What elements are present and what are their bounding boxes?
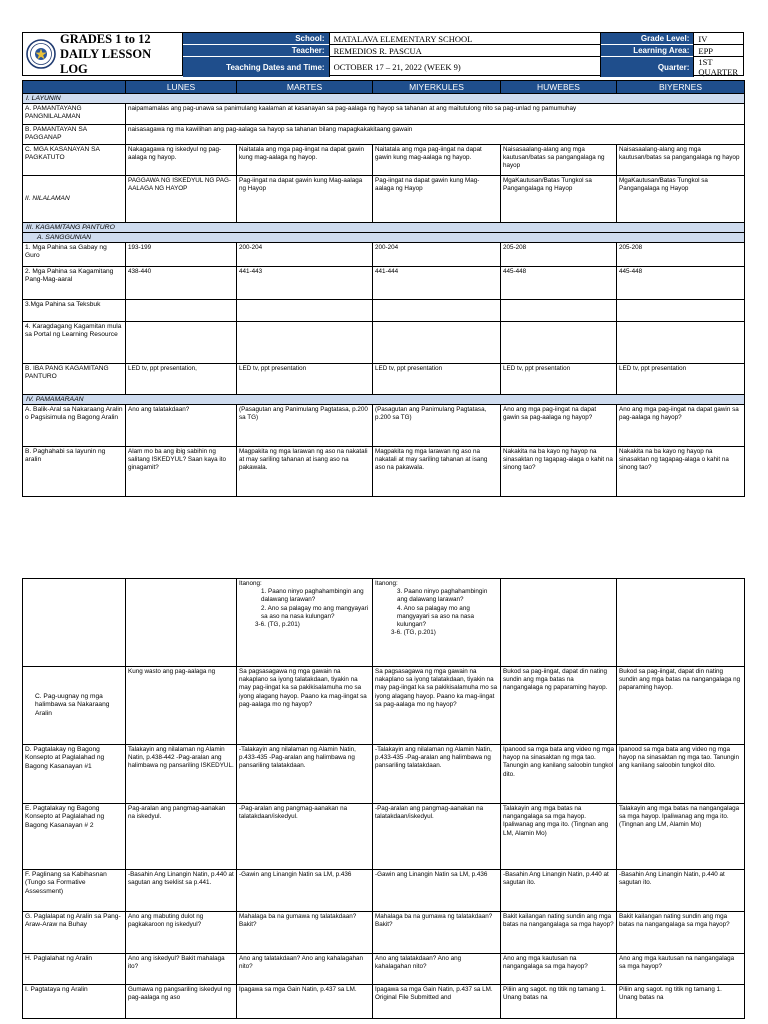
section-layunin: I. LAYUNIN — [23, 94, 745, 104]
table-cell: 441-443 — [237, 267, 373, 300]
header-title-block — [23, 33, 183, 75]
log-title-line2: DAILY LESSON LOG — [60, 46, 152, 76]
question-item: 1. Paano ninyo paghahambingin ang dalawang larawan? — [261, 588, 364, 604]
table-cell: Magpakita ng mga larawan ng aso na nakatali at may sariling tahanan at isang aso na pakawala. — [373, 447, 501, 497]
dates-label: Teaching Dates and Time: — [183, 57, 329, 77]
table-cell — [237, 300, 373, 322]
table-cell: Pag-iingat na dapat gawin kung Mag-aalaga ng Hayop — [237, 176, 373, 223]
table-cell — [617, 300, 745, 322]
table-cell: 445-448 — [501, 267, 617, 300]
table-row — [23, 870, 745, 912]
table-cell — [501, 300, 617, 322]
table-row — [23, 667, 745, 745]
day-header-lunes: LUNES — [126, 81, 237, 94]
lesson-log-header — [22, 32, 744, 76]
table-cell: Ipagawa sa mga Gain Natin, p.437 sa LM. Original File Submitted and — [373, 985, 501, 1019]
row-label: 1. Mga Pahina sa Gabay ng Guro — [23, 243, 126, 267]
log-title-line1: GRADES 1 to 12 — [60, 31, 151, 46]
section-pamamaraan: IV. PAMAMARAAN — [23, 395, 745, 405]
table-cell: Sa pagsasagawa ng mga gawain na nakaplano sa iyong talatakdaan, tiyakin na may pag-iingat ka sa pakikisalamuha mo sa iyong alagang hayop. Paano ka mag-iingat sa pag-aalaga mo ng hayop? — [237, 667, 373, 745]
table-cell: Gumawa ng pangsariling iskedyul ng pag-aalaga ng aso — [126, 985, 237, 1019]
table-cell: Nakakita na ba kayo ng hayop na sinasaktan ng tagapag-alaga o kahit na sinong tao? — [501, 447, 617, 497]
header-class-info — [601, 33, 743, 75]
table-row — [23, 405, 745, 447]
table-cell: LED tv, ppt presentation — [501, 364, 617, 395]
area-label: Learning Area: — [601, 45, 693, 57]
question-item: 2. Ano sa palagay mo ang mangyayari sa aso na nasa kulungan? — [261, 604, 369, 620]
pamantayang-pangnilalaman-text: naipamamalas ang pag-unawa sa panimulang kaalaman at kasanayan sa pag-aalaga ng hayop sa tahanan at ang maitutulong nito sa pag-unlad ng pamumuhay — [126, 104, 745, 125]
table-cell: Bakit kailangan nating sundin ang mga batas na nangangalaga sa mga hayop? — [617, 912, 745, 954]
tg-reference: 3-6. (TG, p.201) — [391, 629, 436, 637]
table-cell: Nakakita na ba kayo ng hayop na sinasaktan ng tagapag-alaga o kahit na sinong tao? — [617, 447, 745, 497]
day-header-martes: MARTES — [237, 81, 373, 94]
table-cell: -Talakayin ang nilalaman ng Alamin Natin, p.433-435 -Pag-aralan ang halimbawa ng pansariling talatakdaan. — [373, 745, 501, 804]
table-cell: Ano ang talatakdaan? Ano ang kahalagahan nito? — [373, 954, 501, 985]
table-row — [23, 985, 745, 1019]
table-cell: Ano ang mga kautusan na nangangalaga sa mga hayop? — [501, 954, 617, 985]
table-cell: Talakayin ang nilalaman ng Alamin Natin, p.438-442 -Pag-aralan ang halimbawa ng pansariling ISKEDYUL. — [126, 745, 237, 804]
table-cell: Bukod sa pag-iingat, dapat din nating sundin ang mga batas na nangangalaga ng paparaming hayop. — [617, 667, 745, 745]
table-cell: Naisasaalang-alang ang mga kautusan/batas sa pangangalaga ng hayop — [501, 145, 617, 176]
table-row — [23, 954, 745, 985]
table-cell: Ipanood sa mga bata ang video ng mga hayop na sinasaktan ng mga tao. Tanungin ang kanilang saloobin tungkol dito. — [501, 745, 617, 804]
grade-label: Grade Level: — [601, 33, 693, 45]
section-row — [23, 395, 745, 405]
row-label: B. IBA PANG KAGAMITANG PANTURO — [23, 364, 126, 395]
table-cell: Piliin ang sagot. ng titik ng tamang 1. Unang batas na — [617, 985, 745, 1019]
table-cell: -Pag-aralan ang pangmag-aanakan na talatakdaan/iskedyul. — [237, 804, 373, 870]
grade-value: IV — [693, 33, 743, 45]
table-cell: (Pasagutan ang Panimulang Pagtatasa, p.200 sa TG) — [373, 405, 501, 447]
table-cell: LED tv, ppt presentation — [237, 364, 373, 395]
table-row — [23, 267, 745, 300]
question-item: 3. Paano ninyo paghahambingin ang dalawang larawan? — [397, 588, 488, 604]
table-row — [23, 176, 745, 223]
header-school-info — [183, 33, 602, 75]
school-label: School: — [183, 33, 329, 45]
itanong-cell-martes — [237, 579, 373, 667]
table-cell: Naisasaalang-alang ang mga kautusan/batas sa pangangalaga ng hayop — [617, 145, 745, 176]
table-row — [23, 243, 745, 267]
row-label: B. Paghahabi sa layunin ng aralin — [23, 447, 126, 497]
day-header-miyerkules: MIYERKULES — [373, 81, 501, 94]
table-cell: 441-444 — [373, 267, 501, 300]
tg-reference: 3-6. (TG, p.201) — [255, 621, 300, 629]
row-label: G. Paglalapat ng Aralin sa Pang-Araw-Araw na Buhay — [23, 912, 126, 954]
area-value: EPP — [693, 45, 743, 57]
table-cell: Mahalaga ba na gumawa ng talatakdaan? Bakit? — [237, 912, 373, 954]
table-row — [23, 364, 745, 395]
table-row — [23, 300, 745, 322]
row-label: E. Pagtalakay ng Bagong Konsepto at Paglalahad ng Bagong Kasanayan # 2 — [23, 804, 126, 870]
table-cell — [23, 579, 126, 667]
table-cell: (Pasagutan ang Panimulang Pagtatasa, p.200 sa TG) — [237, 405, 373, 447]
row-label: D. Pagtalakay ng Bagong Konsepto at Paglalahad ng Bagong Kasanayan #1 — [23, 745, 126, 804]
table-cell: -Basahin Ang Linangin Natin, p.440 at sagutan ang tseklist sa p.441. — [126, 870, 237, 912]
table-cell: Ano ang talatakdaan? — [126, 405, 237, 447]
table-cell: Ano ang mga pag-iingat na dapat gawin sa pag-aalaga ng hayop? — [617, 405, 745, 447]
quarter-value: 1ST QUARTER — [693, 57, 743, 77]
deped-seal-icon — [26, 39, 56, 69]
table-cell: MgaKautusan/Batas Tungkol sa Pangangalaga ng Hayop — [617, 176, 745, 223]
table-cell: LED tv, ppt presentation — [373, 364, 501, 395]
table-cell: 205-208 — [617, 243, 745, 267]
table-row — [23, 322, 745, 364]
question-item: 4. Ano sa palagay mo ang mangyayari sa aso na nasa kulungan? — [397, 604, 475, 629]
table-cell: Magpakita ng mga larawan ng aso na nakatali at may sariling tahanan at isang aso na pakawala. — [237, 447, 373, 497]
section-kagamitang-panturo: III. KAGAMITANG PANTURO — [23, 223, 745, 233]
table-cell: Piliin ang sagot. ng titik ng tamang 1. Unang batas na — [501, 985, 617, 1019]
table-cell: Mahalaga ba na gumawa ng talatakdaan? Bakit? — [373, 912, 501, 954]
row-label: B. PAMANTAYAN SA PAGGANAP — [23, 125, 126, 145]
table-cell: Nakagagawa ng iskedyul ng pag-aalaga ng hayop. — [126, 145, 237, 176]
table-cell: Kung wasto ang pag-aalaga ng — [126, 667, 237, 745]
table-cell: Ano ang mga pag-iingat na dapat gawin sa pag-aalaga ng hayop? — [501, 405, 617, 447]
table-row — [23, 145, 745, 176]
day-header-row — [23, 81, 745, 94]
table-cell: 200-204 — [237, 243, 373, 267]
table-cell: -Talakayin ang nilalaman ng Alamin Natin, p.433-435 -Pag-aralan ang halimbawa ng pansariling talatakdaan. — [237, 745, 373, 804]
lesson-log-table-part1 — [22, 80, 745, 497]
table-cell: Pag-aralan ang pangmag-aanakan na iskedyul. — [126, 804, 237, 870]
table-cell — [126, 579, 237, 667]
itanong-cell-miyerkules — [373, 579, 501, 667]
section-row — [23, 223, 745, 233]
table-row — [23, 104, 745, 125]
day-header-biyernes: BIYERNES — [617, 81, 745, 94]
table-row — [23, 912, 745, 954]
table-cell: 445-448 — [617, 267, 745, 300]
table-cell — [617, 579, 745, 667]
table-cell: PAGGAWA NG ISKEDYUL NG PAG-AALAGA NG HAYOP — [126, 176, 237, 223]
table-cell: -Basahin Ang Linangin Natin, p.440 at sagutan ito. — [617, 870, 745, 912]
table-cell: MgaKautusan/Batas Tungkol sa Pangangalaga ng Hayop — [501, 176, 617, 223]
teacher-value: REMEDIOS R. PASCUA — [329, 45, 602, 57]
table-cell: Bukod sa pag-iingat, dapat din nating sundin ang mga batas na nangangalaga ng paparaming hayop. — [501, 667, 617, 745]
day-header-huwebes: HUWEBES — [501, 81, 617, 94]
row-label: 3.Mga Pahina sa Teksbuk — [23, 300, 126, 322]
table-cell: 193-199 — [126, 243, 237, 267]
row-label: C. MGA KASANAYAN SA PAGKATUTO — [23, 145, 126, 176]
school-value: MATALAVA ELEMENTARY SCHOOL — [329, 33, 602, 45]
section-row — [23, 233, 745, 243]
table-cell: Ano ang mabuting dulot ng pagkakaroon ng iskedyul? — [126, 912, 237, 954]
table-cell: Talakayin ang mga batas na nangangalaga sa mga hayop. Ipaliwanag ang mga ito. (Tingnan ang LM, Alamin Mo) — [617, 804, 745, 870]
table-cell: Ipagawa sa mga Gain Natin, p.437 sa LM. — [237, 985, 373, 1019]
row-label: C. Pag-uugnay ng mga halimbawa sa Nakaraang Aralin — [23, 667, 126, 745]
pamantayan-sa-pagganap-text: naisasagawa ng ma kawilihan ang pag-aalaga sa hayop sa tahanan bilang mapagkakakitaang gawain — [126, 125, 745, 145]
table-row — [23, 804, 745, 870]
table-cell: 205-208 — [501, 243, 617, 267]
table-cell: Ipanood sa mga bata ang video ng mga hayop na sinasaktan ng mga tao. Tanungin ang kanilang saloobin tungkol dito. — [617, 745, 745, 804]
row-label: F. Paglinang sa Kabihasnan (Tungo sa Formative Assessment) — [23, 870, 126, 912]
row-label: I. Pagtataya ng Aralin — [23, 985, 126, 1019]
section-sanggunian: A. SANGGUNIAN — [23, 233, 745, 243]
table-cell — [617, 322, 745, 364]
teacher-label: Teacher: — [183, 45, 329, 57]
day-header-blank — [23, 81, 126, 94]
table-cell: 438-440 — [126, 267, 237, 300]
table-row — [23, 579, 745, 667]
table-cell: Ano ang iskedyul? Bakit mahalaga ito? — [126, 954, 237, 985]
row-label: 2. Mga Pahina sa Kagamitang Pang-Mag-aaral — [23, 267, 126, 300]
itanong-label: Itanong: — [239, 580, 262, 587]
section-row — [23, 94, 745, 104]
table-cell — [126, 300, 237, 322]
table-cell — [237, 322, 373, 364]
table-cell: Bakit kailangan nating sundin ang mga batas na nangangalaga sa mga hayop? — [501, 912, 617, 954]
table-cell: Naitatala ang mga pag-iingat na dapat gawin kung mag-aalaga ng hayop. — [373, 145, 501, 176]
table-cell — [126, 322, 237, 364]
table-cell: 200-204 — [373, 243, 501, 267]
table-cell: Alam mo ba ang ibig sabihin ng salitang ISKEDYUL? Saan kaya ito ginagamit? — [126, 447, 237, 497]
lesson-log-table-part2 — [22, 578, 745, 1019]
table-cell — [373, 300, 501, 322]
row-label: A. PAMANTAYANG PANGNILALAMAN — [23, 104, 126, 125]
table-cell: LED tv, ppt presentation, — [126, 364, 237, 395]
table-cell: -Gawin ang Linangin Natin sa LM, p.436 — [237, 870, 373, 912]
table-cell: -Pag-aralan ang pangmag-aanakan na talatakdaan/iskedyul. — [373, 804, 501, 870]
dates-value: OCTOBER 17 – 21, 2022 (WEEK 9) — [329, 57, 602, 77]
row-label: 4. Karagdagang Kagamitan mula sa Portal ng Learning Resource — [23, 322, 126, 364]
table-cell — [501, 579, 617, 667]
itanong-label: Itanong: — [375, 580, 398, 587]
table-row — [23, 447, 745, 497]
table-cell: -Basahin Ang Linangin Natin, p.440 at sagutan ito. — [501, 870, 617, 912]
row-label: II. NILALAMAN — [23, 176, 126, 223]
table-cell — [501, 322, 617, 364]
table-cell: Talakayin ang mga batas na nangangalaga sa mga hayop. Ipaliwanag ang mga ito. (Tingnan ang LM, Alamin Mo) — [501, 804, 617, 870]
quarter-label: Quarter: — [601, 57, 693, 77]
table-cell: Sa pagsasagawa ng mga gawain na nakaplano sa iyong talatakdaan, tiyakin na may pag-iingat ka sa pakikisalamuha mo sa iyong alagang hayop. Paano ka mag-iingat sa pag-aalaga mo ng hayop? — [373, 667, 501, 745]
row-label: A. Balik-Aral sa Nakaraang Aralin o Pagsisimula ng Bagong Aralin — [23, 405, 126, 447]
table-cell: Ano ang talatakdaan? Ano ang kahalagahan nito? — [237, 954, 373, 985]
table-cell: -Gawin ang Linangin Natin sa LM, p.436 — [373, 870, 501, 912]
row-label: H. Paglalahat ng Aralin — [23, 954, 126, 985]
table-cell: Pag-iingat na dapat gawin kung Mag-aalaga ng Hayop — [373, 176, 501, 223]
table-cell — [373, 322, 501, 364]
table-cell: Naitatala ang mga pag-iingat na dapat gawin kung mag-aalaga ng hayop. — [237, 145, 373, 176]
table-cell: LED tv, ppt presentation — [617, 364, 745, 395]
table-row — [23, 125, 745, 145]
table-cell: Ano ang mga kautusan na nangangalaga sa mga hayop? — [617, 954, 745, 985]
table-row — [23, 745, 745, 804]
